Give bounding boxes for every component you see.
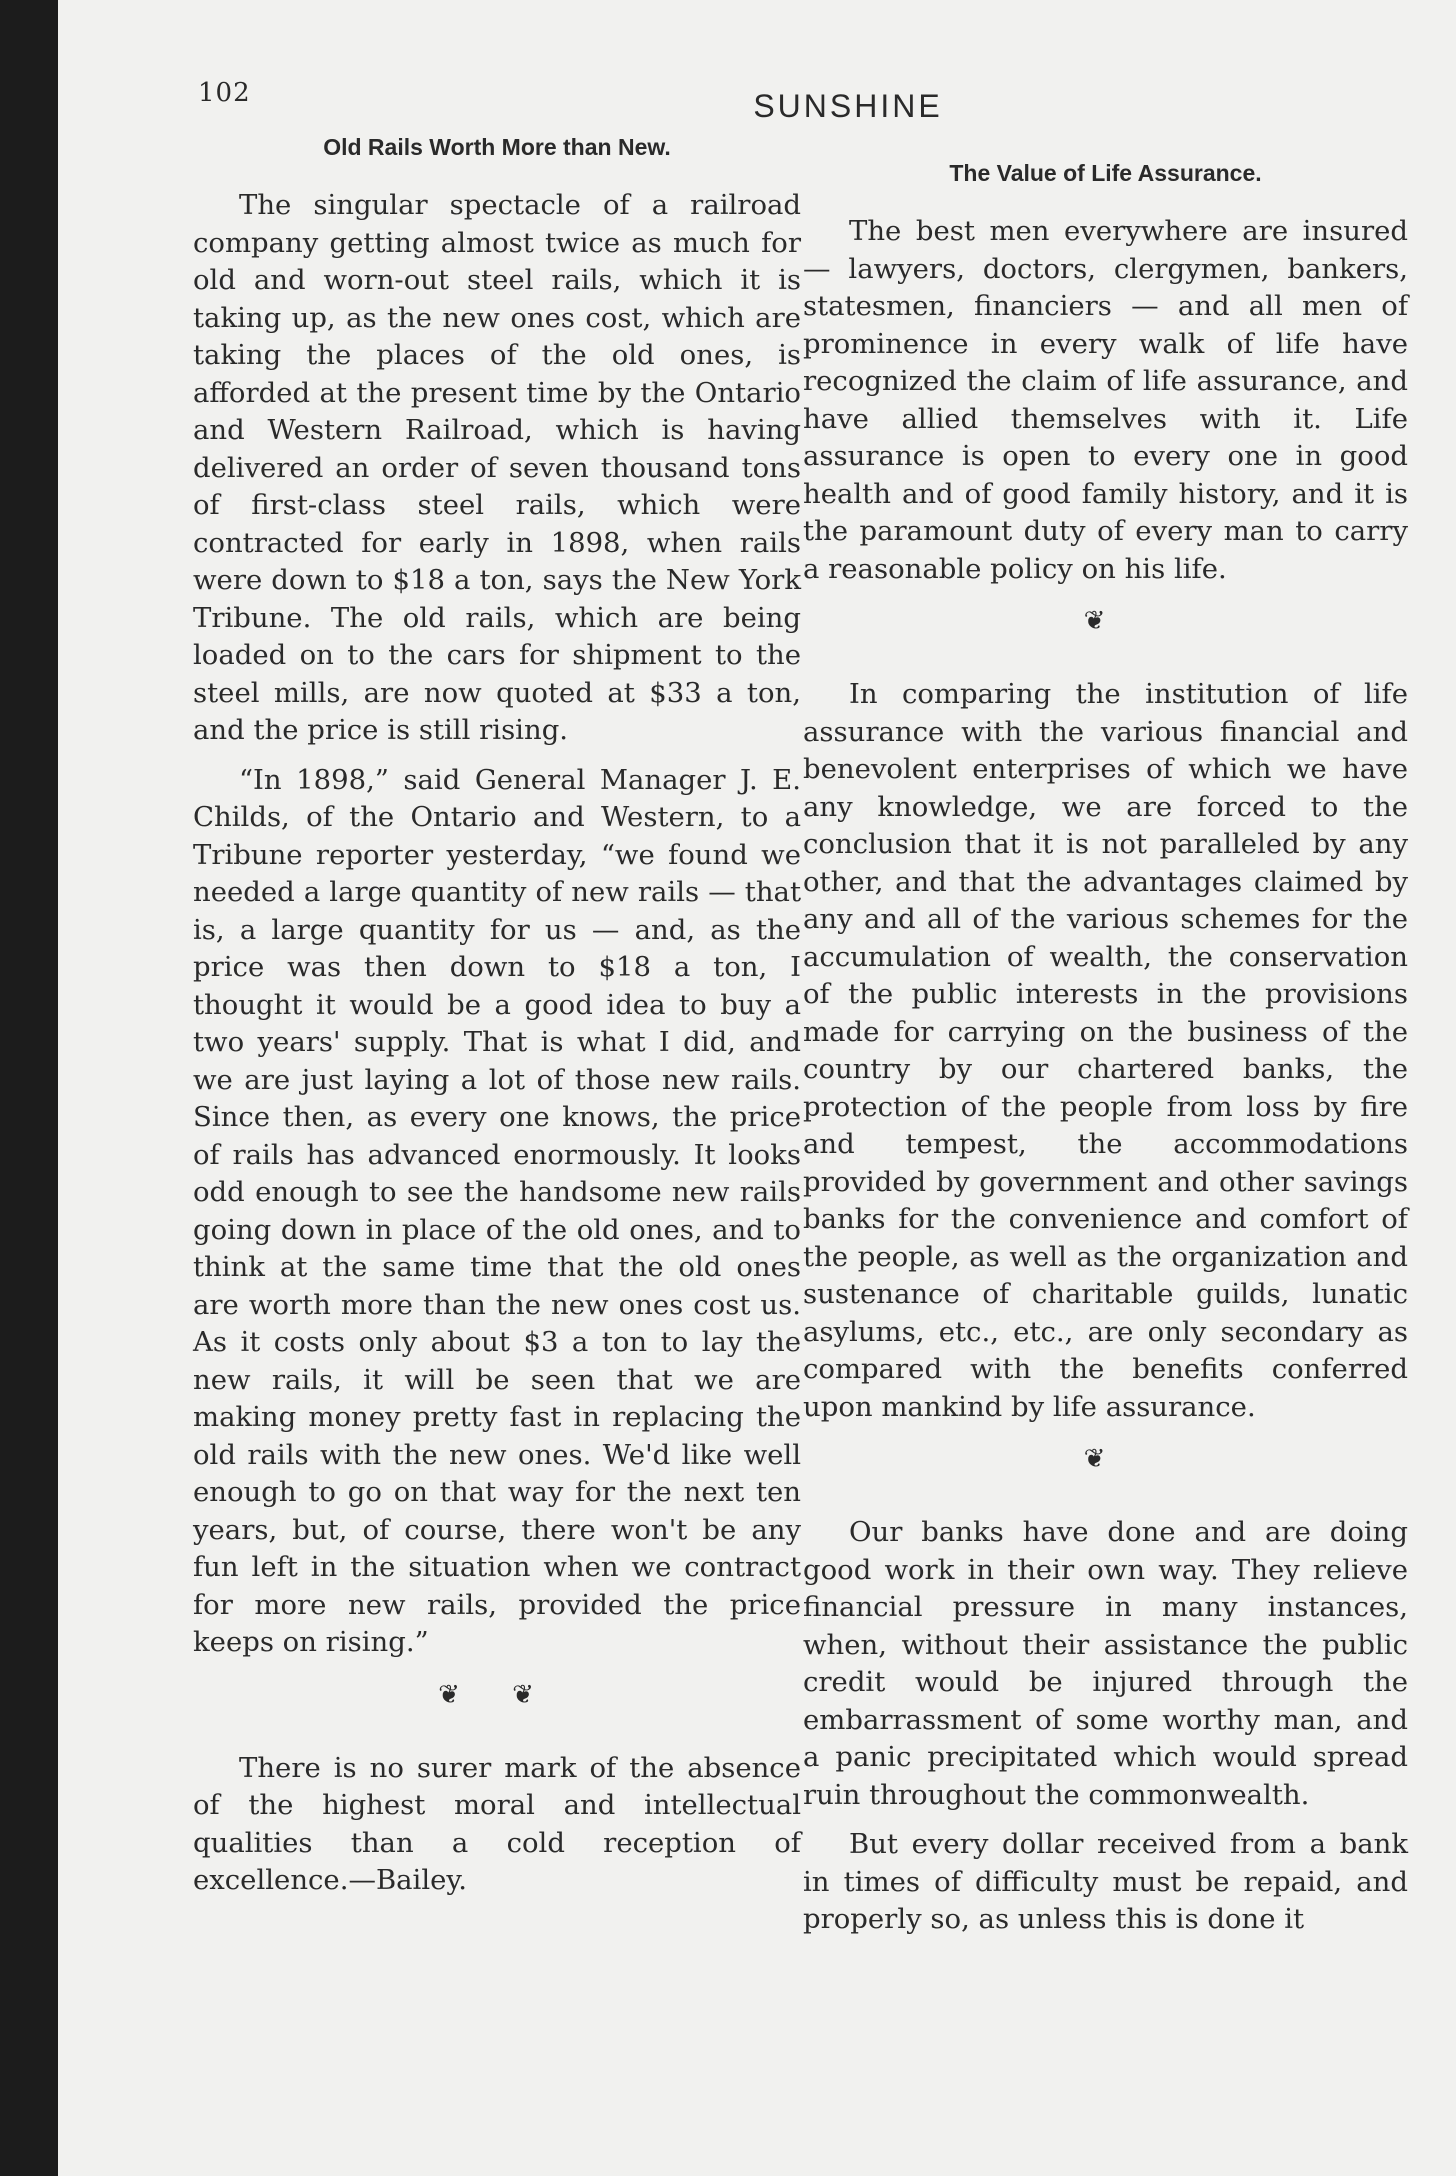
paragraph: There is no surer mark of the absence of the highest moral and intellectual qualities than a cold reception of excellence.—Bailey. — [193, 1751, 801, 1896]
fleuron-separator: ❦ ❦ — [438, 1679, 556, 1710]
page — [58, 0, 1456, 2176]
paragraph: The best men everywhere are insured — lawyers, doctors, clergymen, bankers, statesmen, financiers — and all men of prominence in every walk of life have recognized the claim of life assurance, and have allied themselves with it. Life assurance is open to every one in good health and of good family history, and it is the paramount duty of every man to carry a reasonable policy on his life. — [803, 215, 1408, 585]
running-title: SUNSHINE — [753, 88, 943, 124]
paragraph: But every dollar received from a bank in times of difficulty must be repaid, and properly so, as unless this is done it — [803, 1828, 1408, 1935]
paragraph: Our banks have done and are doing good work in their own way. They relieve financial pressure in many instances, when, without their assistance the public credit would be injured through the embarrassment of some worthy man, and a panic precipitated which would spread ruin throughout the commonwealth. — [803, 1516, 1408, 1811]
paragraph: “In 1898,” said General Manager J. E. Childs, of the Ontario and Western, to a Tribune reporter yesterday, “we found we needed a large quantity of new rails — that is, a large quantity for us — and, as the price was then down to $18 a ton, I thought it would be a good idea to buy a two years' supply. That is what I did, and we are just laying a lot of those new rails. Since then, as every one knows, the price of rails has advanced enormously. It looks odd enough to see the handsome new rails going down in place of the old ones, and to think at the same time that the old ones are worth more than the new ones cost us. As it costs only about $3 a ton to lay the new rails, it will be seen that we are making money pretty fast in replacing the old rails with the new ones. We'd like well enough to go on that way for the next ten years, but, of course, there won't be any fun left in the situation when we contract for more new rails, provided the price keeps on rising.” — [193, 763, 801, 1658]
fleuron-separator: ❦ — [1083, 1444, 1128, 1474]
paragraph: In comparing the institution of life assurance with the various financial and benevolent enterprises of which we have any knowledge, we are forced to the conclusion that it is not paralleled by any other, and that the advantages claimed by any and all of the various schemes for the accumulation of wealth, the conservation of the public interests in the provisions made for carrying on the business of the country by our chartered banks, the protection of the people from loss by fire and tempest, the accommodations provided by government and other savings banks for the convenience and comfort of the people, as well as the organization and sustenance of charitable guilds, lunatic asylums, etc., etc., are only secondary as compared with the benefits conferred upon mankind by life assurance. — [803, 678, 1408, 1423]
left-column — [193, 134, 801, 1912]
article-heading-life-assurance: The Value of Life Assurance. — [949, 160, 1262, 186]
article-heading-old-rails: Old Rails Worth More than New. — [323, 134, 671, 160]
page-number: 102 — [198, 78, 251, 108]
paragraph: The singular spectacle of a railroad company getting almost twice as much for old and worn-out steel rails, which it is taking up, as the new ones cost, which are taking the places of the old ones, is afforded at the present time by the Ontario and Western Railroad, which is having delivered an order of seven thousand tons of first-class steel rails, which were contracted for early in 1898, when rails were down to $18 a ton, says the New York Tribune. The old rails, which are being loaded on to the cars for shipment to the steel mills, are now quoted at $33 a ton, and the price is still rising. — [193, 189, 801, 746]
right-column — [803, 160, 1408, 1951]
fleuron-separator: ❦ — [1083, 606, 1128, 636]
